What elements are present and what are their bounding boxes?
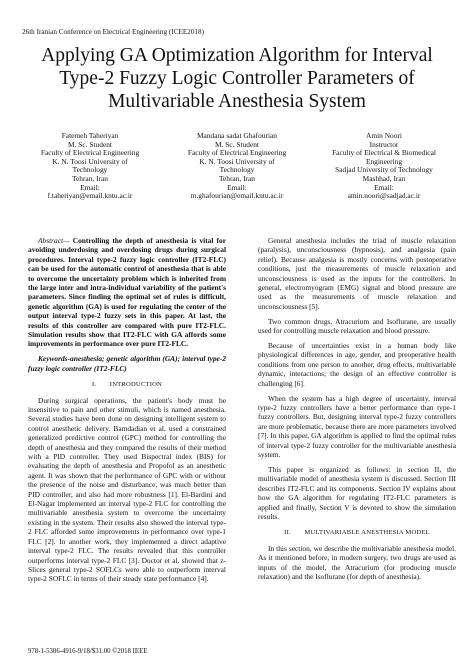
section-heading-model: II. MULTIVARIABLE ANESTHESIA MODEL xyxy=(284,529,430,537)
abstract xyxy=(28,236,226,349)
body-paragraph: General anesthesia includes the triad of muscle relaxation (paralysis), unconsciousness (hypnosis), and analgesia (pain relief). Because analgesia is mostly concerns with postoperative conditions, just the measurements of muscle relaxation and unconsciousness is used as the inputs for the controllers. In general, electromyogram (EMG) signal and blood pressure are used as the measurements of muscle relaxation and unconsciousness [5]. xyxy=(258,236,456,311)
author-2 xyxy=(163,132,311,201)
conference-header: 26th Iranian Conference on Electrical Engineering (ICEE2018) xyxy=(22,28,205,36)
author-location: Tehran, Iran xyxy=(218,173,255,183)
author-position: Instructor xyxy=(369,139,399,149)
author-affiliation: Sadjad University of Technology xyxy=(335,165,433,175)
author-affiliation: K. N. Toosi University of xyxy=(52,156,128,166)
author-affiliation: Faculty of Electrical Engineering xyxy=(40,148,140,158)
author-email: m.ghafourian@email.kntu.ac.ir xyxy=(190,191,284,201)
abstract-text: Controlling the depth of anesthesia is vital for avoiding underdosing and overdosing drugs during surgical procedures. Interval type-2 fuzzy logic controller (IT2-FLC) can be used for the automatic control of anesthesia that is able to overcome the uncertainty problem which is inherited from the large inter and intra-individual variability of the patient's parameters. Since finding the optimal set of rules is difficult, genetic algorithm (GA) is used for regulating the center of the output interval type-2 fuzzy sets in this paper. At last, the results of this controller are compared with pure IT2-FLC. Simulation results show that IT2-FLC with GA affords some improvements in performance over pure IT2-FLC. xyxy=(28,236,226,349)
author-affiliation: Engineering xyxy=(365,156,403,166)
section-heading-introduction: I. INTRODUCTION xyxy=(91,381,163,389)
author-email: f.taheriyan@email.kntu.ac.ir xyxy=(47,191,133,201)
body-paragraph: This paper is organized as follows: in section II, the multivariable model of anesthesia system is discussed. Section III describes IT2-FLC and its components. Section IV explains about how the GA algorithm for regulating IT2-FLC parameters is applied and finally, Section V is devoted to show the simulation results. xyxy=(258,464,456,521)
author-email-label: Email: xyxy=(374,182,394,192)
author-email-label: Email: xyxy=(227,182,247,192)
title-line: Multivariable Anesthesia System xyxy=(108,91,366,112)
author-email-label: Email: xyxy=(80,182,100,192)
body-paragraph: In this section, we describe the multivariable anesthesia model. As it mentioned before, in modern surgery, two drugs are used as inputs of the model, the Atracurium (for producing muscle relaxation) and the Isoflurane (for depth of anesthesia). xyxy=(258,543,456,581)
left-column xyxy=(28,236,226,589)
author-affiliation: Faculty of Electrical & Biomedical xyxy=(332,148,436,158)
author-affiliation: K. N. Toosi University of xyxy=(199,156,275,166)
author-block xyxy=(16,131,458,201)
title-line: Type-2 Fuzzy Logic Controller Parameters of xyxy=(59,68,415,89)
title-line: Applying GA Optimization Algorithm for Interval xyxy=(41,45,433,66)
right-column xyxy=(258,236,456,587)
body-paragraph: When the system has a high degree of uncertainty, interval type-2 fuzzy controllers have a better performance than type-1 fuzzy controllers. But, designing interval type-2 fuzzy controllers are more problematic, because there are more parameters involved [7]. In this paper, GA algorithm is applied to find the optimal rules of interval type-2 fuzzy controller for the multivariable anesthesia system. xyxy=(258,393,456,460)
author-name: Amin Noori xyxy=(366,131,402,140)
copyright-footer: 978-1-5386-4916-9/18/$31.00 ©2018 IEEE xyxy=(28,648,148,655)
author-location: Mashhad, Iran xyxy=(362,173,406,183)
author-location: Tehran, Iran xyxy=(71,173,108,183)
body-paragraph: Two common drugs, Atracurium and Isoflurane, are usually used for controlling muscle relaxation and blood pressure. xyxy=(258,316,456,336)
introduction-paragraph: During surgical operations, the patient's body must be insensitive to pain and other stimuli, which is named anesthesia. Several studies have been done on designing intelligent system to control anesthetic delivery. Bamdadian et al. used a constrained generalized predictive control (GPC) method for controlling the depth of anesthesia and they compared the results of their method with a PID controller. They used Bispectral index (BIS) for evaluating the depth of anesthesia and Propofol as an anesthetic agent. It was shown that the performance of GPC with or without the presence of the noise and disturbance, was much better than PID controller, and also had more robustness [1]. El-Bardini and El-Nagar implemented an interval type-2 FLC for controlling the multivariable anesthesia system to overcome the uncertainty existing in the system. Their results also showed the interval type-2 FLC afforded some improvements in performance over type-1 FLC [2]. In another work, they implemented a direct adaptive interval type-2 FLC. The results revealed that this controller outperforms interval type-2 FLC [3]. Doctor et al. showed that z-Slices general type-2 SOFLCs were able to outperform interval type-2 SOFLC in terms of their steady state performance [4]. xyxy=(28,395,226,584)
author-1 xyxy=(16,132,164,201)
author-3 xyxy=(310,132,458,201)
author-name: Fatemeh Taheriyan xyxy=(61,131,119,140)
paper-title xyxy=(20,44,454,113)
author-affiliation: Technology xyxy=(219,165,255,175)
body-paragraph: Because of uncertainties exist in a human body like physiological differences in age, gender, and preoperative health conditions from one person to another, drug effects, multivariable dynamic, interactions; the design of an effective controller is challenging [6]. xyxy=(258,341,456,388)
author-affiliation: Technology xyxy=(72,165,108,175)
author-affiliation: Faculty of Electrical Engineering xyxy=(187,148,287,158)
author-name: Mandana sadat Ghafourian xyxy=(196,131,278,140)
author-email: amin.noori@sadjad.ac.ir xyxy=(347,191,421,201)
author-position: M. Sc. Student xyxy=(215,139,259,149)
keywords: Keywords-anesthesia; genetic algorithm (GA); interval type-2 fuzzy logic controller (IT2-FLC) xyxy=(28,354,226,373)
author-position: M. Sc. Student xyxy=(68,139,112,149)
abstract-lead: Abstract— xyxy=(38,236,70,245)
